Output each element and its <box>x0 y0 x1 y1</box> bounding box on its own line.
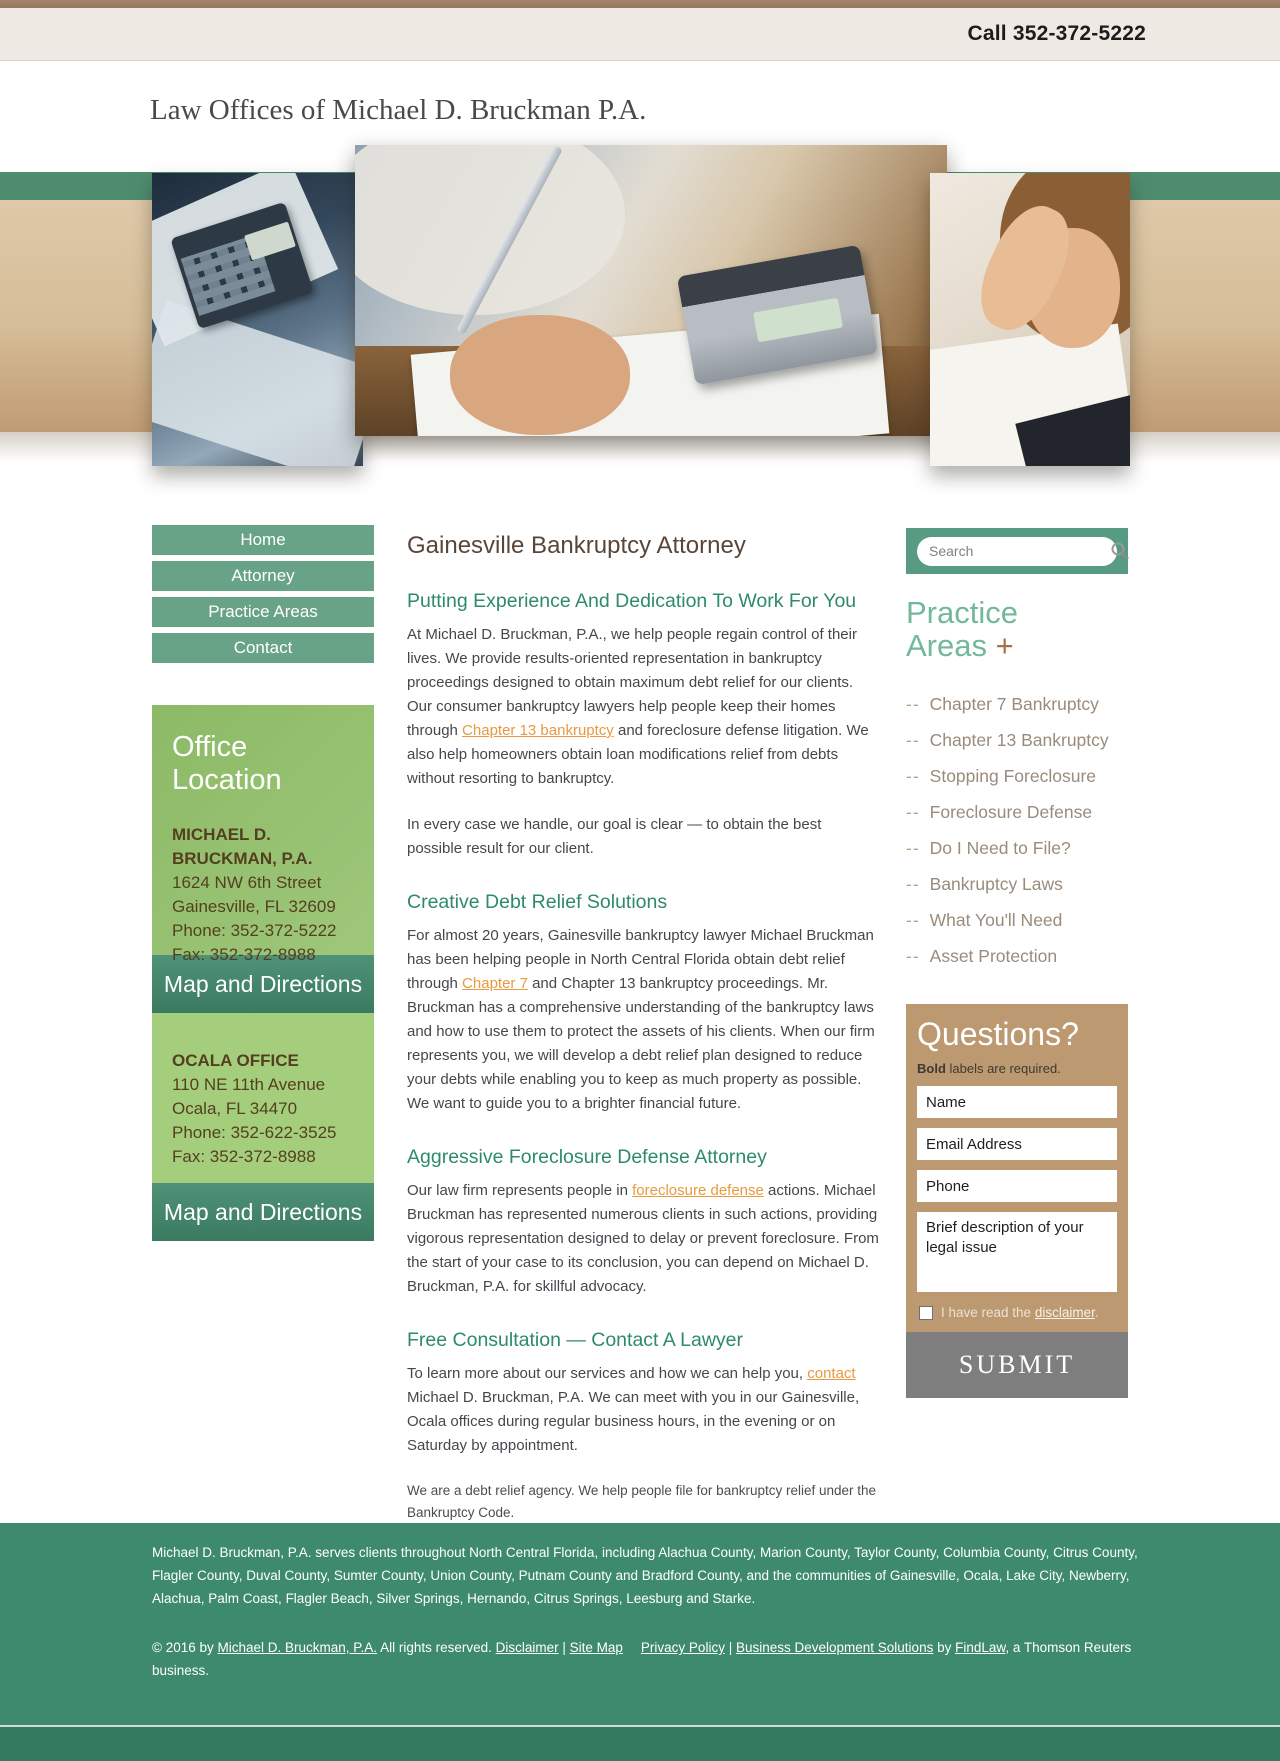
section-heading-consultation: Free Consultation — Contact A Lawyer <box>407 1329 744 1351</box>
chapter-7-link[interactable]: Chapter 7 <box>462 975 528 992</box>
practice-link-chapter-13[interactable]: Chapter 13 Bankruptcy <box>929 730 1109 750</box>
office-ocala-section <box>152 1013 374 1183</box>
nav-item-practice-areas[interactable]: Practice Areas <box>152 597 374 627</box>
business-development-solutions-link[interactable]: Business Development Solutions <box>735 1640 934 1655</box>
practice-link-do-i-need-to-file[interactable]: Do I Need to File? <box>929 838 1071 858</box>
page-title: Gainesville Bankruptcy Attorney <box>407 532 746 559</box>
practice-link-chapter-7[interactable]: Chapter 7 Bankruptcy <box>929 694 1099 714</box>
practice-item: -- Bankruptcy Laws <box>906 874 1063 894</box>
practice-areas-heading: Practice Areas + <box>906 595 1018 663</box>
top-accent-strip <box>0 0 1280 8</box>
service-area-text: Michael D. Bruckman, P.A. serves clients throughout North Central Florida, including Alachua County, Marion County, Taylor County, Columbia County, Citrus County, Flagler County, Duval County, Sumter County, Union County, Putnam County and Bradford County, and the communities of Gainesville, Ocala, Lake City, Newberry, Alachua, Palm Coast, Flagler Beach, Silver Springs, Hernando, Citrus Springs, Leesburg and Starke. <box>152 1545 1138 1606</box>
paragraph-consultation: To learn more about our services and how we can help you, contact Michael D. Bruckman, P.A. We can meet with you in our Gainesville, Ocala offices during regular business hours, in the evening or on Saturday by appointment. <box>407 1365 860 1454</box>
submit-button[interactable]: SUBMIT <box>906 1332 1128 1398</box>
footer <box>0 1523 1280 1761</box>
call-bar <box>0 8 1280 61</box>
section-heading-experience: Putting Experience And Dedication To Work For You <box>407 590 857 612</box>
questions-form <box>906 1004 1128 1332</box>
phone-field[interactable] <box>917 1170 1117 1202</box>
practice-item: -- Asset Protection <box>906 946 1058 966</box>
nav-item-home[interactable]: Home <box>152 525 374 555</box>
office-location-box <box>152 705 374 1241</box>
ocala-city: Ocala, FL 34470 <box>172 1099 298 1118</box>
ocala-office-name: OCALA OFFICE <box>172 1051 299 1070</box>
legal-issue-textarea[interactable] <box>917 1212 1117 1292</box>
disclaimer-checkbox-row <box>917 1305 1117 1320</box>
gainesville-city: Gainesville, FL 32609 <box>172 897 336 916</box>
practice-item: -- What You'll Need <box>906 910 1063 930</box>
name-field[interactable] <box>917 1086 1117 1118</box>
copyright-line: © 2016 by Michael D. Bruckman, P.A. All rights reserved. Disclaimer | Site Map Privacy Policy | Business Development Solutions by FindLaw, a Thomson Reuters business. <box>152 1640 1132 1678</box>
practice-item: -- Stopping Foreclosure <box>906 766 1097 786</box>
nav-item-attorney[interactable]: Attorney <box>152 561 374 591</box>
firm-footer-link[interactable]: Michael D. Bruckman, P.A. <box>217 1640 378 1655</box>
search-pill <box>917 537 1117 566</box>
paragraph-intro: At Michael D. Bruckman, P.A., we help people regain control of their lives. We provide results-oriented representation in bankruptcy proceedings designed to obtain maximum debt relief for our clients. Our consumer bankruptcy lawyers help people keep their homes through Chapter 13 bankruptcy and foreclosure defense litigation. We also help homeowners obtain loan modifications relief from debts without resorting to bankruptcy. <box>407 626 869 787</box>
practice-item: -- Do I Need to File? <box>906 838 1071 858</box>
practice-item: -- Chapter 7 Bankruptcy <box>906 694 1099 714</box>
office-location-title: Office Location <box>172 731 282 796</box>
section-heading-debt-relief: Creative Debt Relief Solutions <box>407 891 668 913</box>
ocala-phone: Phone: 352-622-3525 <box>172 1123 337 1142</box>
contact-link[interactable]: contact <box>807 1365 856 1382</box>
findlaw-link[interactable]: FindLaw <box>955 1640 1006 1655</box>
practice-areas-list <box>906 686 1128 974</box>
disclaimer-checkbox[interactable] <box>919 1306 933 1320</box>
disclaimer-link[interactable]: disclaimer <box>1034 1305 1095 1320</box>
privacy-policy-link[interactable]: Privacy Policy <box>640 1640 725 1655</box>
foreclosure-defense-link[interactable]: foreclosure defense <box>632 1182 764 1199</box>
nav-item-contact[interactable]: Contact <box>152 633 374 663</box>
main-content <box>407 520 880 1546</box>
search-box <box>906 528 1128 574</box>
paragraph-foreclosure: Our law firm represents people in foreclosure defense actions. Michael Bruckman has represented numerous clients in such actions, providing vigorous representation designed to delay or prevent foreclosure. From the start of your case to its conclusion, you can depend on Michael D. Bruckman, P.A. for skillful advocacy. <box>407 1182 879 1295</box>
office-gainesville-section <box>152 705 374 955</box>
map-directions-button-gainesville[interactable]: Map and Directions <box>152 955 374 1013</box>
gainesville-street: 1624 NW 6th Street <box>172 873 322 892</box>
paragraph-debt-relief: For almost 20 years, Gainesville bankruptcy lawyer Michael Bruckman has been helping people in North Central Florida obtain debt relief through Chapter 7 and Chapter 13 bankruptcy proceedings. Mr. Bruckman has a comprehensive understanding of the bankruptcy laws and how to use them to protect the assets of his clients. When our firm represents you, we will develop a debt relief plan designed to reduce your debts while enabling you to keep as much property as possible. We want to guide you to a brighter financial future. <box>407 927 875 1112</box>
ocala-street: 110 NE 11th Avenue <box>172 1075 326 1094</box>
section-heading-foreclosure: Aggressive Foreclosure Defense Attorney <box>407 1146 767 1168</box>
writing-with-calculator-photo <box>355 145 947 436</box>
calculator-and-receipts-photo <box>152 173 363 466</box>
practice-item: -- Chapter 13 Bankruptcy <box>906 730 1109 750</box>
search-icon[interactable] <box>1110 541 1130 561</box>
required-note: Bold labels are required. <box>917 1061 1061 1076</box>
firm-name-line2: BRUCKMAN, P.A. <box>172 849 313 868</box>
footer-bottom-strip <box>0 1725 1280 1761</box>
practice-link-stopping-foreclosure[interactable]: Stopping Foreclosure <box>929 766 1097 786</box>
practice-item: -- Foreclosure Defense <box>906 802 1093 822</box>
practice-areas-expand-icon[interactable]: + <box>995 628 1014 663</box>
map-directions-button-ocala[interactable]: Map and Directions <box>152 1183 374 1241</box>
search-input[interactable] <box>929 543 1110 559</box>
disclaimer-footer-link[interactable]: Disclaimer <box>495 1640 559 1655</box>
paragraph-goal: In every case we handle, our goal is clear — to obtain the best possible result for our client. <box>407 816 822 857</box>
questions-title: Questions? <box>917 1016 1079 1052</box>
site-title: Law Offices of Michael D. Bruckman P.A. <box>150 94 647 126</box>
practice-link-asset-protection[interactable]: Asset Protection <box>929 946 1058 966</box>
site-map-link[interactable]: Site Map <box>569 1640 623 1655</box>
chapter-13-bankruptcy-link[interactable]: Chapter 13 bankruptcy <box>462 722 614 739</box>
debt-relief-agency-notice: We are a debt relief agency. We help people file for bankruptcy relief under the Bankruptcy Code. <box>407 1483 877 1520</box>
practice-link-foreclosure-defense[interactable]: Foreclosure Defense <box>929 802 1093 822</box>
worried-woman-photo <box>930 173 1130 466</box>
firm-name-line1: MICHAEL D. <box>172 825 271 844</box>
disclaimer-label: I have read the disclaimer. <box>941 1305 1099 1320</box>
practice-link-bankruptcy-laws[interactable]: Bankruptcy Laws <box>929 874 1063 894</box>
gainesville-phone: Phone: 352-372-5222 <box>172 921 337 940</box>
phone-number: Call 352-372-5222 <box>967 22 1146 45</box>
practice-link-what-youll-need[interactable]: What You'll Need <box>929 910 1063 930</box>
email-field[interactable] <box>917 1128 1117 1160</box>
main-navigation <box>152 525 374 669</box>
ocala-fax: Fax: 352-372-8988 <box>172 1147 316 1166</box>
